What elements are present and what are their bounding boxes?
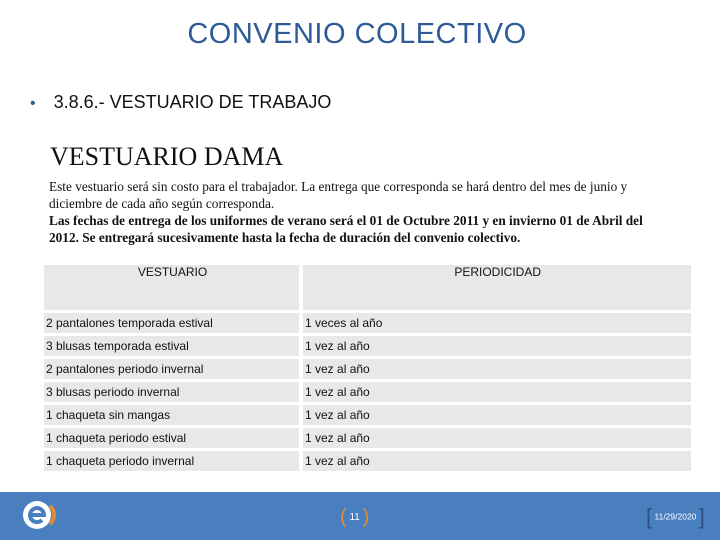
cell-item: 2 pantalones temporada estival xyxy=(44,313,303,333)
page-number xyxy=(340,506,369,529)
description xyxy=(49,178,665,246)
table-row xyxy=(44,313,691,333)
table-row xyxy=(44,405,691,425)
table-row xyxy=(44,451,691,471)
cell-item: 3 blusas periodo invernal xyxy=(44,382,303,402)
cell-item: 1 chaqueta sin mangas xyxy=(44,405,303,425)
description-normal: Este vestuario será sin costo para el trabajador. La entrega que corresponda se hará dentro del mes de junio y diciembre de cada año según corresponda. xyxy=(49,179,628,211)
cell-frequency: 1 vez al año xyxy=(303,336,691,356)
table-row xyxy=(44,382,691,402)
open-bracket-icon: [ xyxy=(646,504,653,529)
date-value: 11/29/2020 xyxy=(654,511,697,522)
cell-frequency: 1 veces al año xyxy=(303,313,691,333)
cell-item: 1 chaqueta periodo estival xyxy=(44,428,303,448)
close-paren-icon: ) xyxy=(362,506,370,528)
cell-item: 3 blusas temporada estival xyxy=(44,336,303,356)
cell-frequency: 1 vez al año xyxy=(303,359,691,379)
footer-bar xyxy=(0,492,720,540)
section-label: 3.8.6.- VESTUARIO DE TRABAJO xyxy=(53,92,332,112)
vestuario-table xyxy=(44,262,691,474)
cell-item: 1 chaqueta periodo invernal xyxy=(44,451,303,471)
open-paren-icon: ( xyxy=(340,506,347,528)
section-heading xyxy=(30,92,331,113)
e-logo-icon xyxy=(22,497,58,533)
cell-frequency: 1 vez al año xyxy=(303,405,691,425)
bullet-icon: • xyxy=(30,95,36,112)
table-header-row xyxy=(44,265,691,310)
description-bold: Las fechas de entrega de los uniformes de verano será el 01 de Octubre 2011 y en invierno 01 de Abril del 2012. Se entregará sucesivamente hasta la fecha de duración del convenio colectivo. xyxy=(49,213,643,245)
page-number-value: 11 xyxy=(349,512,360,524)
table-row xyxy=(44,359,691,379)
header-vestuario: VESTUARIO xyxy=(44,265,303,310)
page-title: CONVENIO COLECTIVO xyxy=(187,18,527,50)
cell-frequency: 1 vez al año xyxy=(303,428,691,448)
footer-date xyxy=(646,504,705,530)
close-bracket-icon: ] xyxy=(698,504,705,529)
header-periodicidad: PERIODICIDAD xyxy=(303,265,691,310)
cell-item: 2 pantalones periodo invernal xyxy=(44,359,303,379)
cell-frequency: 1 vez al año xyxy=(303,382,691,402)
subheading: VESTUARIO DAMA xyxy=(50,142,284,171)
cell-frequency: 1 vez al año xyxy=(303,451,691,471)
table-row xyxy=(44,336,691,356)
table-row xyxy=(44,428,691,448)
